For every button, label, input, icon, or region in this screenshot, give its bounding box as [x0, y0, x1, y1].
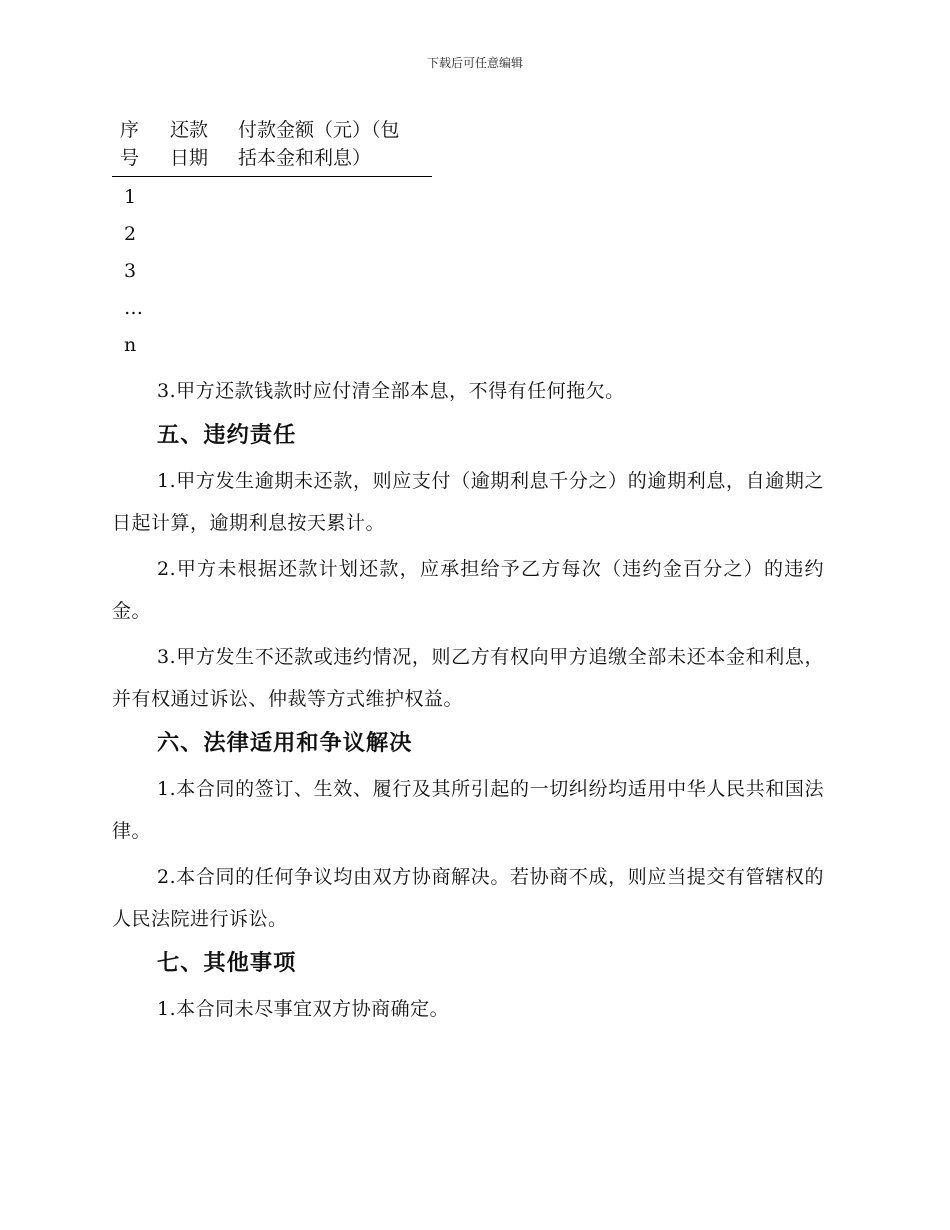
row-number: 2: [124, 223, 137, 245]
column-header-repay-date: 还款 日期: [160, 116, 232, 177]
row-number: n: [124, 334, 137, 356]
header-note: 下载后可任意编辑: [426, 56, 523, 70]
section-title-other: 七、其他事项: [157, 950, 297, 976]
breach-clause-3: 3.甲方发生不还款或违约情况，则乙方有权向甲方追缴全部未还本金和利息，并有权通过诉讼、仲裁等方式维护权益。: [112, 646, 824, 710]
table-row: [112, 216, 432, 253]
law-clause-2: 2.本合同的任何争议均由双方协商解决。若协商不成，则应当提交有管辖权的人民法院进行诉讼。: [112, 866, 824, 930]
repayment-schedule-table: [112, 116, 432, 364]
breach-clause-2: 2.甲方未根据还款计划还款，应承担给予乙方每次（违约金百分之）的违约金。: [112, 558, 824, 622]
table-row: [112, 177, 432, 217]
repay-clause-3: 3.甲方还款钱款时应付清全部本息，不得有任何拖欠。: [157, 380, 625, 402]
table-row: [112, 290, 432, 327]
section-title-law: 六、法律适用和争议解决: [157, 730, 413, 756]
row-number: 1: [124, 186, 137, 208]
section-title-breach: 五、违约责任: [157, 422, 297, 448]
row-number: …: [124, 297, 143, 319]
column-header-amount: 付款金额（元）（包 括本金和利息）: [232, 116, 432, 177]
column-header-sequence: 序 号: [112, 116, 160, 177]
table-row: [112, 253, 432, 290]
breach-clause-1: 1.甲方发生逾期未还款，则应支付（逾期利息千分之）的逾期利息，自逾期之日起计算，逾期利息按天累计。: [112, 470, 824, 534]
contract-body: [112, 370, 824, 1030]
row-number: 3: [124, 260, 137, 282]
other-clause-1: 1.本合同未尽事宜双方协商确定。: [157, 998, 450, 1020]
table-row: [112, 327, 432, 364]
law-clause-1: 1.本合同的签订、生效、履行及其所引起的一切纠纷均适用中华人民共和国法律。: [112, 778, 824, 842]
table-header-row: [112, 116, 432, 177]
